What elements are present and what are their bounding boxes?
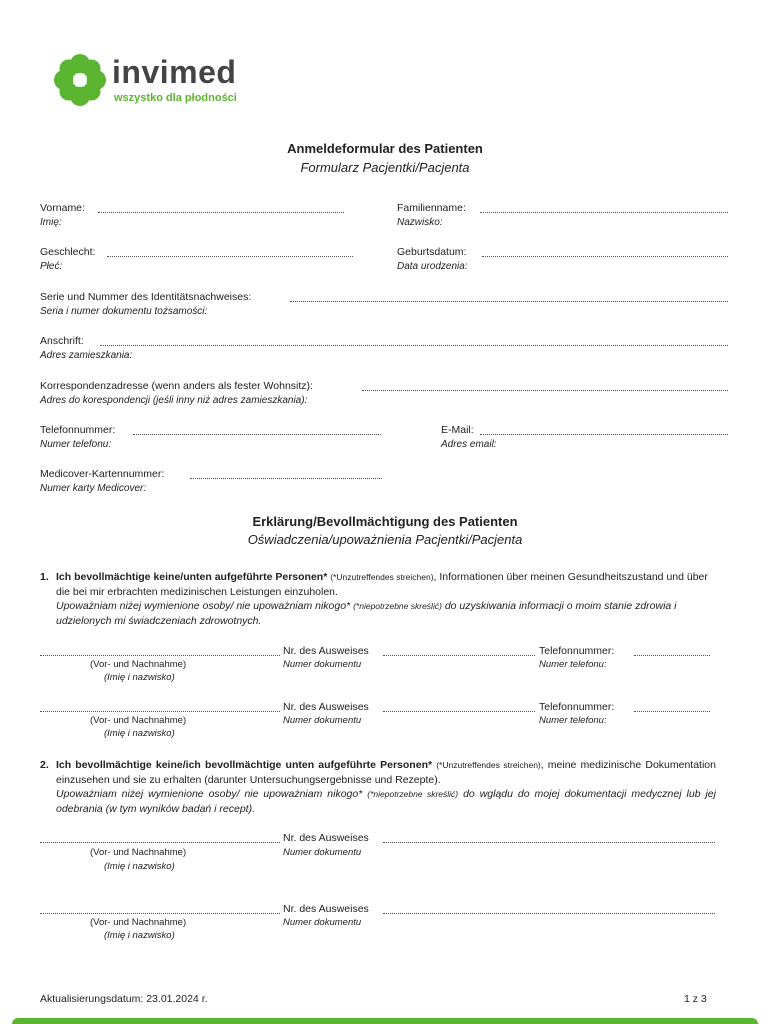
last-name-field[interactable] — [480, 212, 728, 213]
address-field[interactable] — [100, 345, 728, 346]
last-name-label: Familienname: — [397, 202, 466, 214]
medicover-label: Medicover-Kartennummer: — [40, 468, 165, 480]
declaration-title: Erklärung/Bevollmächtigung des Patienten — [252, 514, 518, 529]
item-1-text — [56, 570, 720, 628]
corr-address-label: Korrespondenzadresse (wenn anders als fester Wohnsitz): — [40, 380, 313, 392]
item-2-person-1-doc-label: Nr. des Ausweises — [283, 832, 369, 844]
item-1-person-1-doc-caption: Numer dokumentu — [283, 659, 362, 670]
item-2-number: 2. — [40, 759, 49, 771]
item-2-note: (*Unzutreffendes streichen) — [436, 760, 541, 770]
first-name-label: Vorname: — [40, 202, 85, 214]
item-1-person-2-phone-field[interactable] — [634, 711, 710, 712]
item-2-person-2-name-field[interactable] — [40, 913, 280, 914]
form-title: Anmeldeformular des Patienten — [287, 141, 483, 156]
item-1-pl-note: (*niepotrzebne skreślić) — [353, 601, 442, 611]
phone-field[interactable] — [133, 434, 381, 435]
item-1-person-1-name-caption-pl: (Imię i nazwisko) — [104, 672, 175, 683]
item-1-person-2-name-caption: (Vor- und Nachnahme) — [90, 715, 187, 726]
item-2-person-2-doc-field[interactable] — [383, 913, 715, 914]
birthdate-field[interactable] — [482, 256, 728, 257]
item-1-person-2-phone-label: Telefonnummer: — [539, 701, 615, 713]
item-2-pl: Upoważniam niżej wymienione osoby/ nie upoważniam nikogo* — [56, 788, 363, 800]
last-name-label-pl: Nazwisko: — [397, 217, 443, 228]
id-doc-label: Serie und Nummer des Identitätsnachweises: — [40, 291, 252, 303]
medicover-label-pl: Numer karty Medicover: — [40, 483, 147, 494]
item-2-pl-note: (*niepotrzebne skreślić) — [367, 789, 459, 799]
id-doc-field[interactable] — [290, 301, 728, 302]
item-1-number: 1. — [40, 571, 49, 583]
gender-label-pl: Płeć: — [40, 261, 63, 272]
item-1-bold: Ich bevollmächtige keine/unten aufgeführte Personen* — [56, 571, 328, 583]
item-1-person-1-doc-field[interactable] — [383, 655, 535, 656]
item-1-person-2-doc-field[interactable] — [383, 711, 535, 712]
item-2-pl-rest: do wglądu do mojej dokumentacji medycznej lub jej odebrania (w tym wyników badań i recept). — [56, 788, 716, 815]
corr-address-field[interactable] — [362, 390, 728, 391]
item-1-rest: , Informationen über meinen Gesundheitszustand und über die bei mir erbrachten medizinischen Leistungen einzuholen. — [56, 571, 708, 598]
phone-label-pl: Numer telefonu: — [40, 439, 112, 450]
logo — [52, 50, 252, 110]
item-1-person-2-name-caption-pl: (Imię i nazwisko) — [104, 728, 175, 739]
item-1-person-2-phone-caption: Numer telefonu: — [539, 715, 607, 726]
address-label: Anschrift: — [40, 335, 84, 347]
birthdate-label-pl: Data urodzenia: — [397, 261, 468, 272]
item-1-person-1-phone-label: Telefonnummer: — [539, 645, 615, 657]
corr-address-label-pl: Adres do korespondencji (jeśli inny niż adres zamieszkania): — [40, 395, 308, 406]
item-2-person-2-name-caption-pl: (Imię i nazwisko) — [104, 930, 175, 941]
item-1-person-1-name-field[interactable] — [40, 655, 280, 656]
item-2-person-2-doc-caption: Numer dokumentu — [283, 917, 362, 928]
item-1-person-2-name-field[interactable] — [40, 711, 280, 712]
logo-brand: invimed — [112, 54, 237, 90]
item-2-text — [56, 758, 716, 816]
phone-label: Telefonnummer: — [40, 424, 116, 436]
item-2-person-1-doc-field[interactable] — [383, 842, 715, 843]
item-2-person-2-name-caption: (Vor- und Nachnahme) — [90, 917, 187, 928]
item-1-pl-rest: do uzyskiwania informacji o moim stanie zdrowia i udzielonych mi świadczeniach zdrowotnych. — [56, 600, 677, 627]
item-1-person-1-phone-field[interactable] — [634, 655, 710, 656]
item-2-person-1-name-caption: (Vor- und Nachnahme) — [90, 847, 187, 858]
item-2-bold: Ich bevollmächtige keine/ich bevollmächtige unten aufgeführte Personen* — [56, 759, 433, 771]
gender-field[interactable] — [107, 256, 353, 257]
item-2-person-1-name-caption-pl: (Imię i nazwisko) — [104, 861, 175, 872]
id-doc-label-pl: Seria i numer dokumentu tożsamości: — [40, 306, 208, 317]
item-2-rest: , meine medizinische Dokumentation einzusehen und sie zu erhalten (darunter Untersuchungsergebnisse und Rezepte). — [56, 759, 716, 786]
email-label: E-Mail: — [441, 424, 474, 436]
form-subtitle: Formularz Pacjentki/Pacjenta — [300, 160, 470, 175]
medicover-field[interactable] — [190, 478, 382, 479]
gender-label: Geschlecht: — [40, 246, 96, 258]
item-1-person-1-name-caption: (Vor- und Nachnahme) — [90, 659, 187, 670]
page-number: 1 z 3 — [684, 993, 707, 1005]
declaration-subtitle: Oświadczenia/upoważnienia Pacjentki/Pacjenta — [247, 532, 523, 547]
first-name-label-pl: Imię: — [40, 217, 62, 228]
item-1-person-2-doc-caption: Numer dokumentu — [283, 715, 362, 726]
item-2-person-2-doc-label: Nr. des Ausweises — [283, 903, 369, 915]
item-1-person-1-phone-caption: Numer telefonu: — [539, 659, 607, 670]
item-2-person-1-name-field[interactable] — [40, 842, 280, 843]
email-label-pl: Adres email: — [441, 439, 497, 450]
birthdate-label: Geburtsdatum: — [397, 246, 467, 258]
email-field[interactable] — [480, 434, 728, 435]
update-date: Aktualisierungsdatum: 23.01.2024 r. — [40, 993, 208, 1005]
item-1-person-2-doc-label: Nr. des Ausweises — [283, 701, 369, 713]
item-2-person-1-doc-caption: Numer dokumentu — [283, 847, 362, 858]
item-1-pl: Upoważniam niżej wymienione osoby/ nie upoważniam nikogo* — [56, 600, 351, 612]
item-1-person-1-doc-label: Nr. des Ausweises — [283, 645, 369, 657]
logo-tagline: wszystko dla płodności — [114, 92, 237, 104]
first-name-field[interactable] — [98, 212, 344, 213]
address-label-pl: Adres zamieszkania: — [40, 350, 133, 361]
item-1-note: (*Unzutreffendes streichen) — [330, 572, 434, 582]
footer-bar — [12, 1018, 758, 1024]
green-flower-icon — [52, 52, 108, 108]
